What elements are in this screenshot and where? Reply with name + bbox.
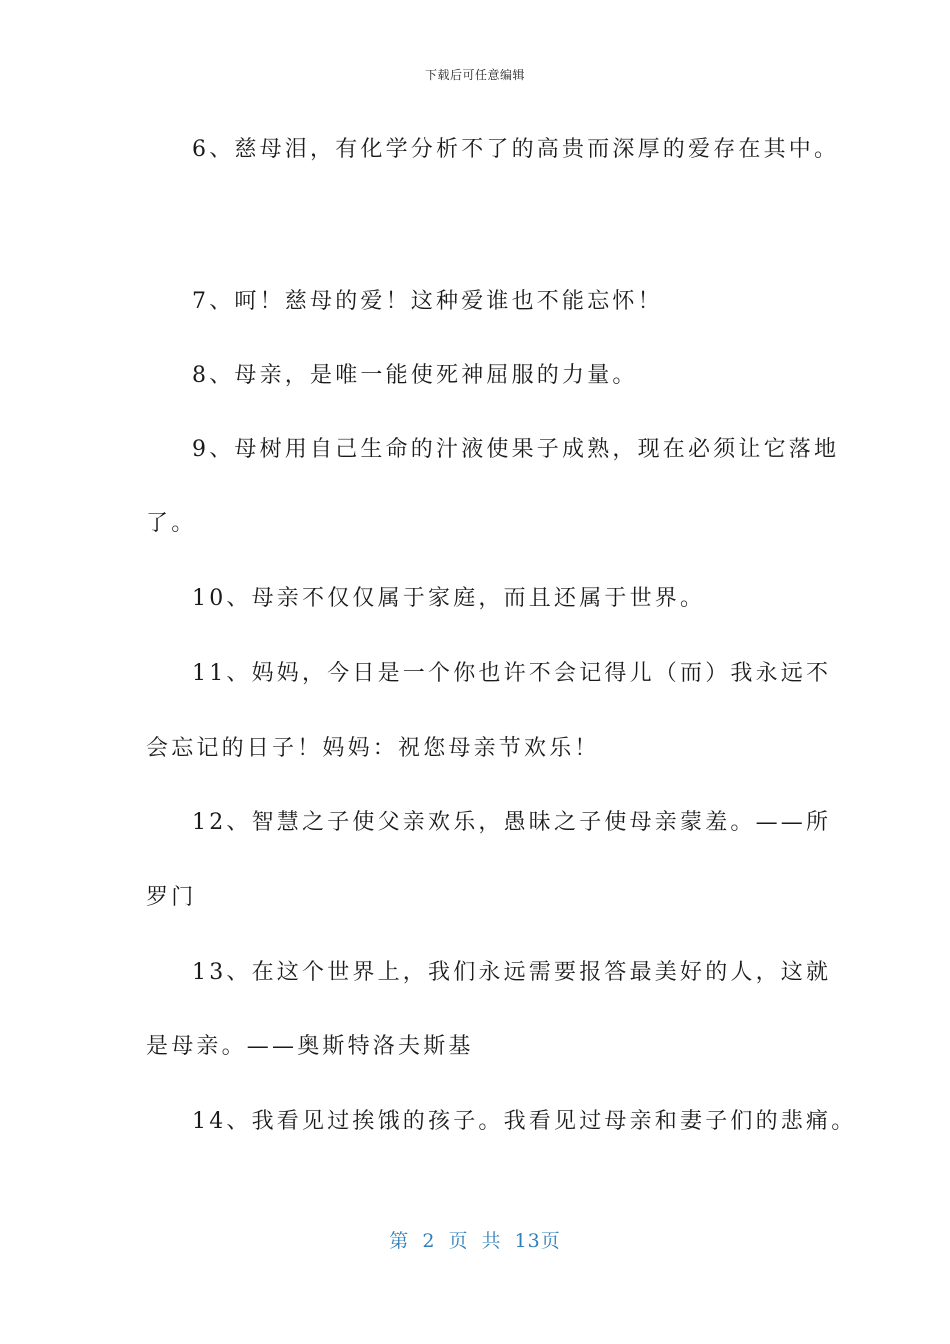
text-line: 是母亲。——奥斯特洛夫斯基 [146, 1034, 474, 1059]
text-line: 10、母亲不仅仅属于家庭，而且还属于世界。 [192, 586, 706, 611]
text-line: 8、母亲，是唯一能使死神屈服的力量。 [192, 363, 638, 388]
text-line: 罗门 [146, 885, 197, 910]
text-line: 13、在这个世界上，我们永远需要报答最美好的人，这就 [192, 960, 832, 985]
page-number-footer: 第 2 页 共 13页 [389, 1230, 561, 1252]
text-line: 12、智慧之子使父亲欢乐，愚昧之子使母亲蒙羞。——所 [192, 810, 832, 835]
text-line: 了。 [146, 511, 197, 536]
text-line: 14、我看见过挨饿的孩子。我看见过母亲和妻子们的悲痛。 [192, 1109, 857, 1134]
text-line: 9、母树用自己生命的汁液使果子成熟，现在必须让它落地 [192, 437, 840, 462]
text-line: 6、慈母泪，有化学分析不了的高贵而深厚的爱存在其中。 [192, 137, 840, 162]
text-line: 会忘记的日子！妈妈：祝您母亲节欢乐！ [146, 736, 600, 761]
page-header-note: 下载后可任意编辑 [424, 68, 525, 82]
text-line: 11、妈妈，今日是一个你也许不会记得儿（而）我永远不 [192, 661, 832, 686]
text-line: 7、呵！慈母的爱！这种爱谁也不能忘怀！ [192, 289, 663, 314]
